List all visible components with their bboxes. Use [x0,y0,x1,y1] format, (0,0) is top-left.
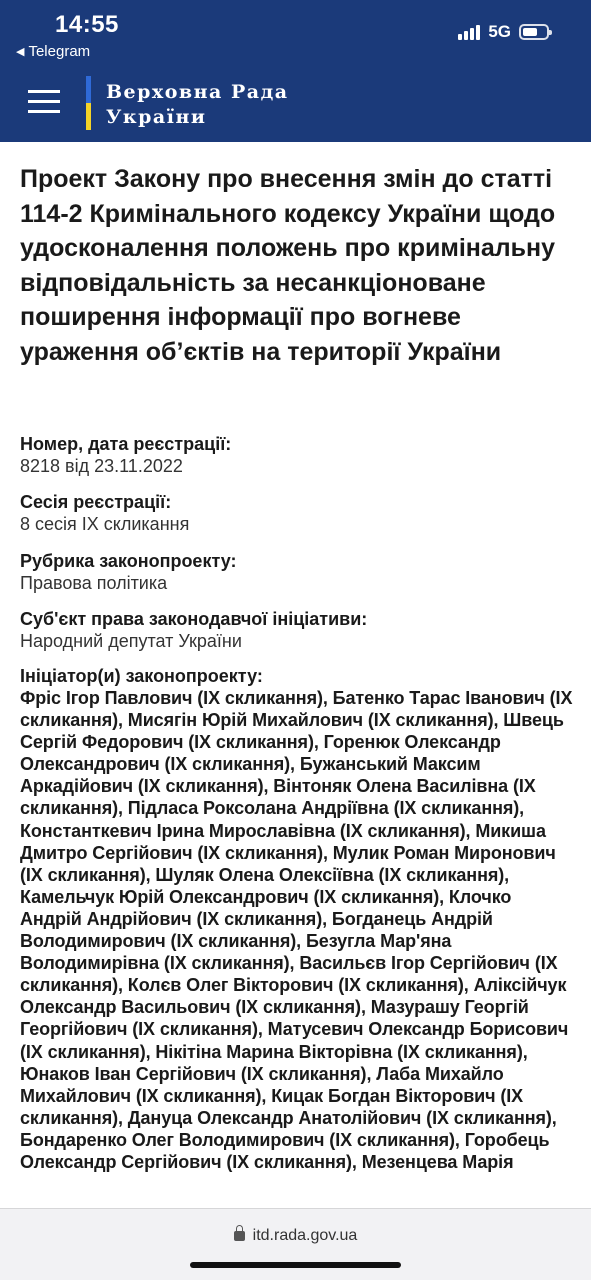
status-indicators [458,22,549,42]
field-value: 8 сесія IX скликання [20,514,190,534]
field-initiative-subject [20,608,575,652]
url-display[interactable] [0,1227,591,1245]
home-indicator[interactable] [190,1262,401,1268]
network-type: 5G [488,22,511,41]
logo-line-1: Верховна Рада [106,81,289,103]
site-logo[interactable] [106,80,289,130]
field-label: Рубрика законопроекту: [20,551,237,571]
initiators-list: Фріс Ігор Павлович (IX скликання), Батенко Тарас Іванович (IX скликання), Мисягін Юрій Михайлович (IX скликання), Швець Сергій Федорович (IX скликання), Горенюк Олександр Олександрович (IX скликання), Бужанський Максим Аркадійович (IX скликання), Вінтоняк Олена Василівна (IX скликання), Підласа Роксолана Андріївна (IX скликання), Константкевич Ірина Мирославівна (IX скликання), Микиша Дмитро Сергійович (IX скликання), Мулик Роман Миронович (IX скликання), Шуляк Олена Олексіївна (IX скликання), Камельчук Юрій Олександрович (IX скликання), Клочко Андрій Андрійович (IX скликання), Богданець Андрій Володимирович (IX скликання), Безугла Мар'яна Володимирівна (IX скликання), Васильєв Ігор Сергійович (IX скликання), Колєв Олег Вікторович (IX скликання), Аліксійчук Олександр Васильович (IX скликання), Мазурашу Георгій Георгійович (IX скликання), Матусевич Олександр Борисович (IX скликання), Нікітіна Марина Вікторівна (IX скликання), Юнаков Іван Сергійович (IX скликання), Лаба Михайло Михайлович (IX скликання), Кицак Богдан Вікторович (IX скликання), Дануца Олександр Анатолійович (IX скликання), Бондаренко Олег Володимирович (IX скликання), Горобець Олександр Сергійович (IX скликання), Мезенцева Марія [20,688,573,1172]
field-registration-number [20,433,575,477]
logo-line-2: України [106,106,207,128]
document-content [20,162,575,370]
lock-icon [234,1231,245,1241]
back-arrow-icon: ◀ [16,46,25,58]
url-text: itd.rada.gov.ua [252,1227,358,1244]
ukraine-flag-icon [86,76,91,130]
back-to-app-link[interactable] [16,43,90,60]
back-app-label: Telegram [28,43,91,60]
field-label: Ініціатор(и) законопроекту: [20,666,263,686]
battery-icon [519,24,549,40]
field-rubric [20,550,575,594]
browser-address-bar[interactable] [0,1208,591,1280]
field-label: Сесія реєстрації: [20,492,172,512]
status-bar [0,0,591,70]
site-header [0,70,591,142]
field-label: Номер, дата реєстрації: [20,434,232,454]
hamburger-icon[interactable] [28,86,60,118]
field-label: Суб'єкт права законодавчої ініціативи: [20,609,368,629]
cellular-signal-icon [458,24,480,40]
field-value: 8218 від 23.11.2022 [20,456,183,476]
field-session [20,491,575,535]
status-time: 14:55 [55,11,119,38]
field-value: Народний депутат України [20,631,242,651]
field-initiators [20,665,575,1208]
document-title: Проект Закону про внесення змін до статті 114-2 Кримінального кодексу України щодо удосконалення положень про кримінальну відповідальність за несанкціоноване поширення інформації про вогневе ураження об’єктів на території України [20,165,556,366]
field-value: Правова політика [20,573,168,593]
